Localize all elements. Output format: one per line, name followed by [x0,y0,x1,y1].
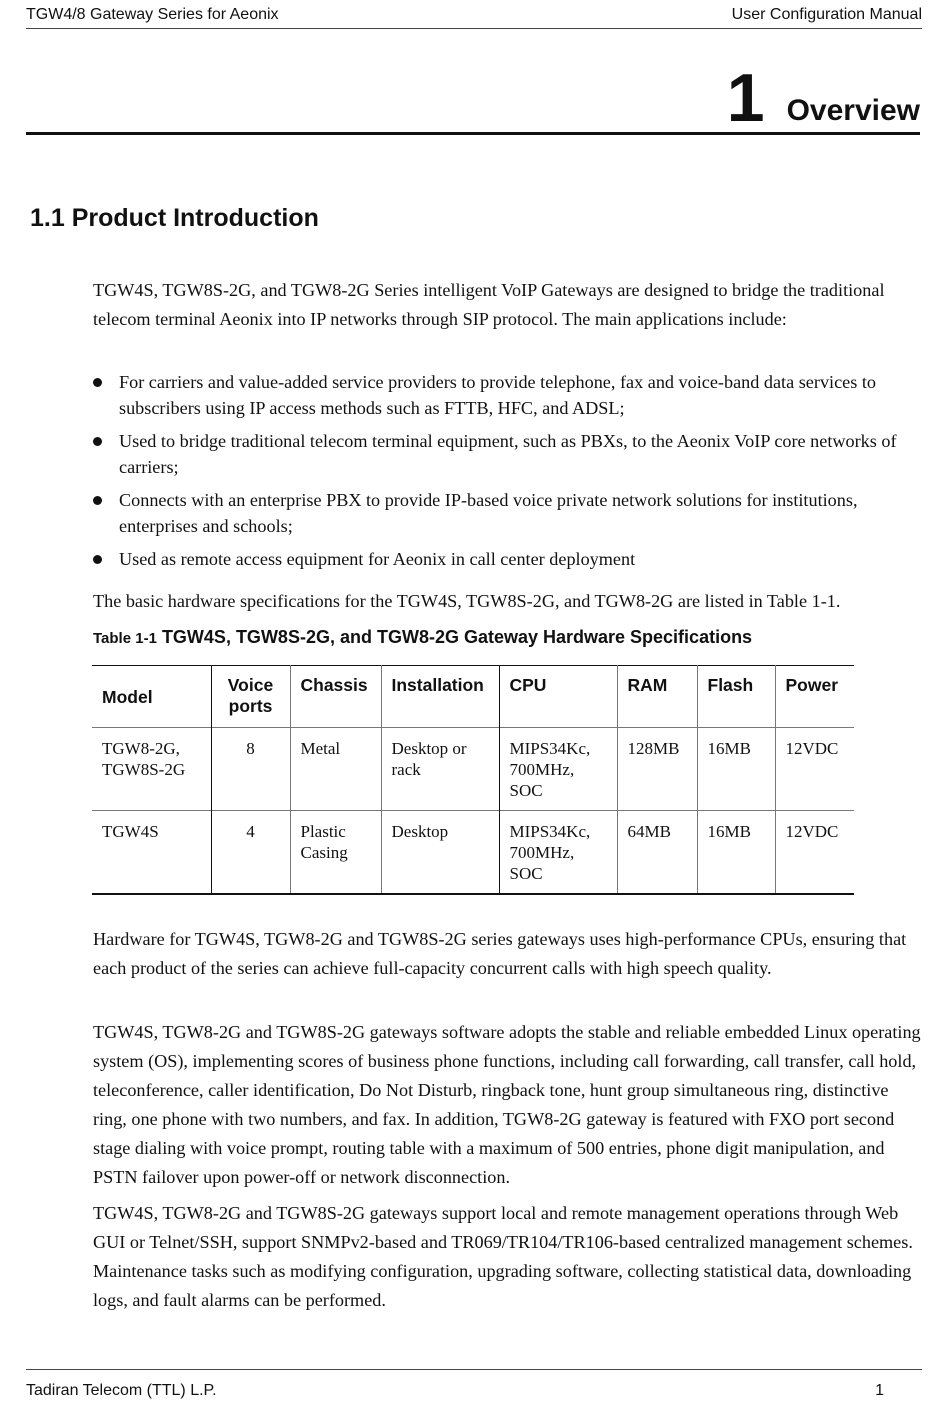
list-item [93,369,923,421]
hardware-spec-table [92,665,854,895]
cell-cpu: MIPS34Kc, 700MHz, SOC [499,728,617,811]
list-item-text: Used as remote access equipment for Aeonix in call center deployment [119,549,636,569]
cell-voice-ports: 8 [211,728,290,811]
chapter-title: Overview [786,94,920,127]
bullet-icon [93,555,102,564]
cell-voice-ports: 4 [211,811,290,895]
column-header-model: Model [92,666,211,728]
cell-model: TGW4S [92,811,211,895]
cell-power: 12VDC [785,739,839,758]
cell-model: TGW8-2G, TGW8S-2G [92,728,211,811]
list-item-text: For carriers and value-added service providers to provide telephone, fax and voice-band data services to subscribers using IP access methods such as FTTB, HFC, and ADSL; [119,372,877,418]
specs-intro-paragraph: The basic hardware specifications for the TGW4S, TGW8S-2G, and TGW8-2G are listed in Table 1-1. [93,591,841,611]
table-caption [93,627,752,648]
cell-chassis: Plastic Casing [290,811,381,895]
column-header-power: Power [785,675,839,695]
chapter-number: 1 [726,60,765,136]
table-row [92,728,854,811]
list-item [93,487,923,539]
column-header-voice-ports: Voice ports [211,666,290,728]
management-paragraph: TGW4S, TGW8-2G and TGW8S-2G gateways support local and remote management operations through Web GUI or Telnet/SSH, support SNMPv2-based and TR069/TR104/TR106-based centralized management schemes. Maintenance tasks such as modifying configuration, upgrading software, collecting statistical data, downloading logs, and fault alarms can be performed. [93,1203,913,1310]
column-header-chassis: Chassis [290,666,381,728]
software-paragraph: TGW4S, TGW8-2G and TGW8S-2G gateways software adopts the stable and reliable embedded Linux operating system (OS), implementing scores of business phone functions, including call forwarding, call transfer, call hold, teleconference, caller identification, Do Not Disturb, ringback tone, hunt group simultaneous ring, distinctive ring, one phone with two numbers, and fax. In addition, TGW8-2G gateway is featured with FXO port second stage dialing with voice prompt, routing table with a maximum of 500 entries, phone digit manipulation, and PSTN failover upon power-off or network disconnection. [93,1022,921,1187]
cell-cpu: MIPS34Kc, 700MHz, SOC [499,811,617,895]
table-header-row [92,666,854,728]
cell-power: 12VDC [785,822,839,841]
chapter-heading [26,60,920,136]
footer-company: Tadiran Telecom (TTL) L.P. [26,1382,217,1399]
cell-chassis: Metal [290,728,381,811]
cell-installation: Desktop or rack [381,728,499,811]
cell-ram: 128MB [617,728,697,811]
header-manual-title: User Configuration Manual [731,6,922,23]
column-header-ram: RAM [617,666,697,728]
table-row [92,811,854,895]
cell-flash: 16MB [697,811,775,895]
header-document-series: TGW4/8 Gateway Series for Aeonix [26,6,279,23]
intro-paragraph: TGW4S, TGW8S-2G, and TGW8-2G Series intelligent VoIP Gateways are designed to bridge the traditional telecom terminal Aeonix into IP networks through SIP protocol. The main applications include: [93,280,885,329]
table-caption-label: Table 1-1 [93,630,157,647]
cell-flash: 16MB [697,728,775,811]
bullet-icon [93,378,102,387]
hardware-paragraph: Hardware for TGW4S, TGW8-2G and TGW8S-2G series gateways uses high-performance CPUs, ensuring that each product of the series can achieve full-capacity concurrent calls with high speech quality. [93,929,907,978]
applications-list [93,369,923,579]
page-header [26,6,922,29]
section-title: 1.1 Product Introduction [30,204,319,232]
cell-installation: Desktop [381,811,499,895]
bullet-icon [93,496,102,505]
list-item-text: Used to bridge traditional telecom terminal equipment, such as PBXs, to the Aeonix VoIP core networks of carriers; [119,431,897,477]
column-header-flash: Flash [697,666,775,728]
column-header-cpu: CPU [499,666,617,728]
list-item-text: Connects with an enterprise PBX to provide IP-based voice private network solutions for institutions, enterprises and schools; [119,490,858,536]
list-item [93,428,923,480]
bullet-icon [93,437,102,446]
list-item [93,546,923,572]
page-footer [26,1369,922,1400]
page-number: 1 [875,1382,884,1399]
column-header-installation: Installation [381,666,499,728]
table-caption-text: TGW4S, TGW8S-2G, and TGW8-2G Gateway Hardware Specifications [161,627,753,647]
cell-ram: 64MB [617,811,697,895]
